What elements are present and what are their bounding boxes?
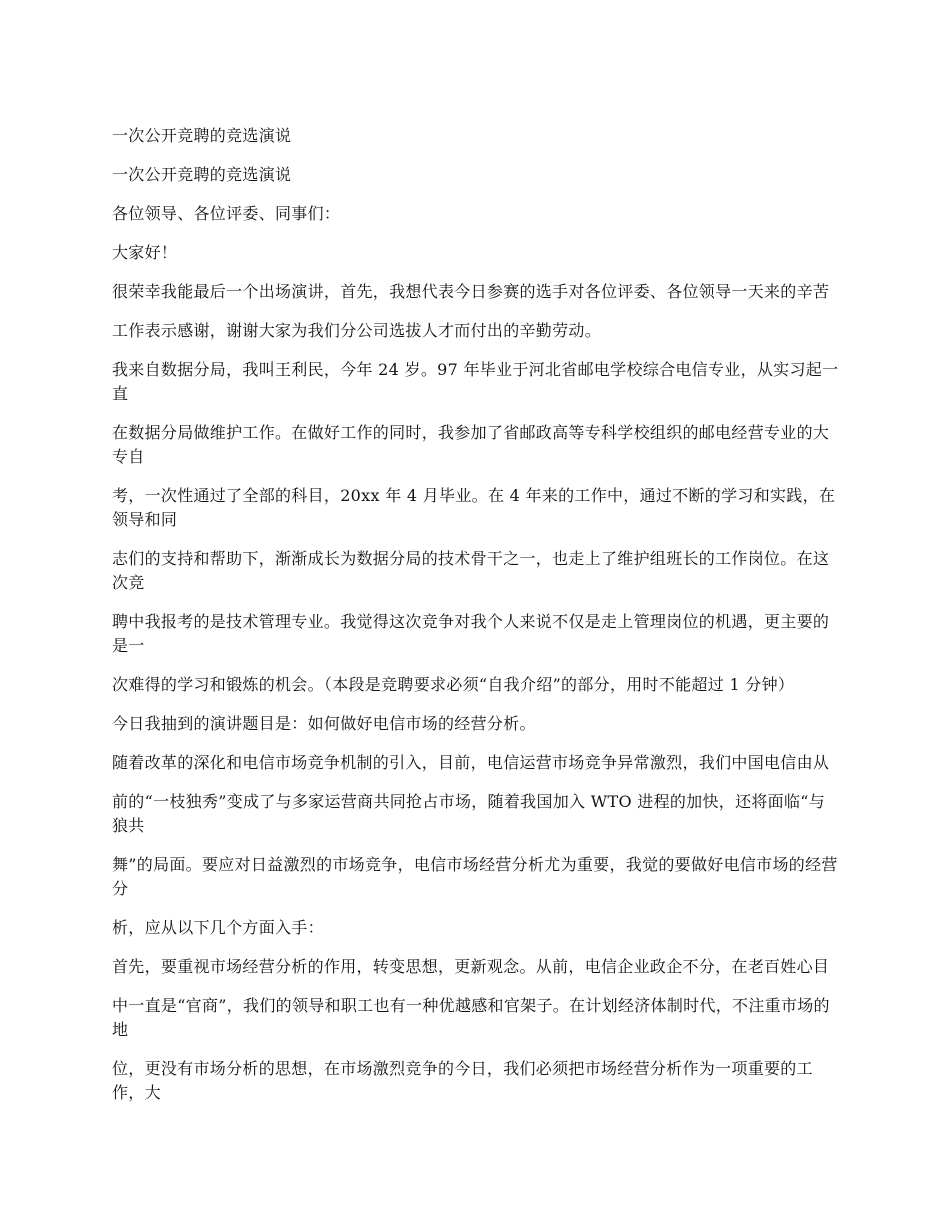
paragraph: 舞”的局面。要应对日益激烈的市场竞争，电信市场经营分析尤为重要，我觉的要做好电信市场的经营分	[112, 855, 838, 898]
paragraph: 很荣幸我能最后一个出场演讲，首先，我想代表今日参赛的选手对各位评委、各位领导一天来的辛苦	[112, 282, 830, 301]
doc-title: 一次公开竞聘的竞选演说	[112, 126, 292, 145]
document-body	[112, 124, 840, 1120]
greeting: 大家好！	[112, 243, 178, 262]
paragraph: 聘中我报考的是技术管理专业。我觉得这次竞争对我个人来说不仅是走上管理岗位的机遇，更主要的是一	[112, 612, 830, 655]
salutation: 各位领导、各位评委、同事们：	[112, 204, 341, 223]
paragraph: 今日我抽到的演讲题目是：如何做好电信市场的经营分析。	[112, 714, 536, 733]
paragraph: 工作表示感谢，谢谢大家为我们分公司选拔人才而付出的辛勤劳动。	[112, 321, 602, 340]
paragraph: 随着改革的深化和电信市场竞争机制的引入，目前，电信运营市场竞争异常激烈，我们中国电信由从	[112, 753, 830, 772]
paragraph: 中一直是“官商”，我们的领导和职工也有一种优越感和官架子。在计划经济体制时代，不注重市场的地	[112, 996, 830, 1039]
paragraph: 我来自数据分局，我叫王利民，今年 24 岁。97 年毕业于河北省邮电学校综合电信专业，从实习起一直	[112, 360, 839, 403]
doc-subtitle: 一次公开竞聘的竞选演说	[112, 165, 292, 184]
paragraph: 前的“一枝独秀”变成了与多家运营商共同抢占市场，随着我国加入 WTO 进程的加快，还将面临“与狼共	[112, 792, 826, 835]
paragraph: 在数据分局做维护工作。在做好工作的同时，我参加了省邮政高等专科学校组织的邮电经营专业的大专自	[112, 423, 830, 466]
paragraph: 次难得的学习和锻炼的机会。（本段是竞聘要求必须“自我介绍”的部分，用时不能超过 1 分钟）	[112, 675, 795, 694]
paragraph: 志们的支持和帮助下，渐渐成长为数据分局的技术骨干之一，也走上了维护组班长的工作岗位。在这次竞	[112, 549, 830, 592]
paragraph: 首先，要重视市场经营分析的作用，转变思想，更新观念。从前，电信企业政企不分，在老百姓心目	[112, 957, 830, 976]
paragraph: 考，一次性通过了全部的科目，20xx 年 4 月毕业。在 4 年来的工作中，通过不断的学习和实践，在领导和同	[112, 486, 836, 529]
paragraph: 析，应从以下几个方面入手：	[112, 918, 324, 937]
paragraph: 位，更没有市场分析的思想，在市场激烈竞争的今日，我们必须把市场经营分析作为一项重要的工作，大	[112, 1059, 813, 1102]
